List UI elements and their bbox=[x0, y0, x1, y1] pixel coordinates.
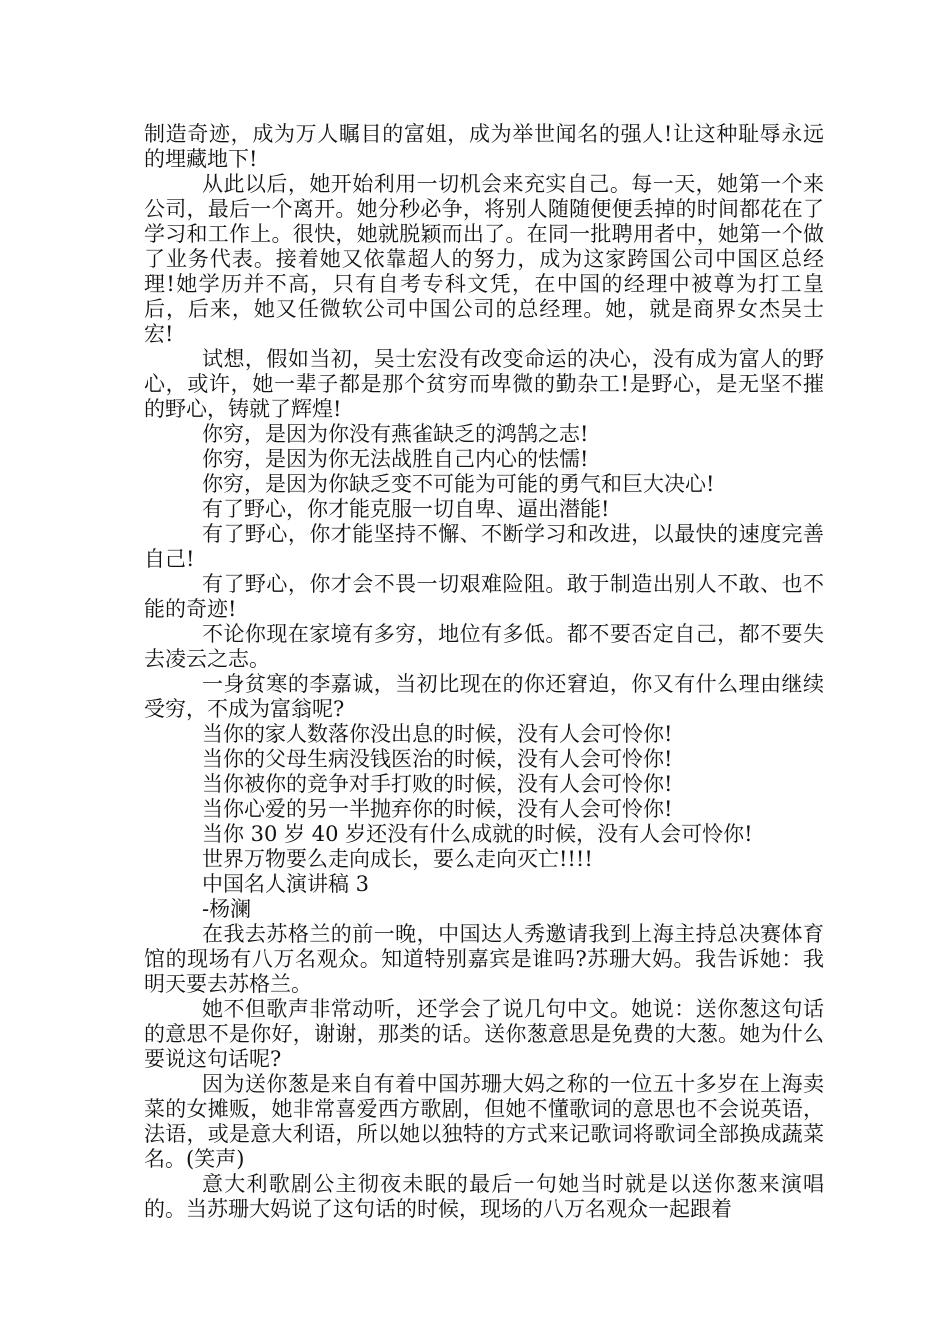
paragraph: 不论你现在家境有多穷，地位有多低。都不要否定自己，都不要失去凌云之志。 bbox=[144, 622, 824, 671]
paragraph: 有了野心，你才能坚持不懈、不断学习和改进，以最快的速度完善自己! bbox=[144, 522, 824, 571]
paragraph: 有了野心，你才会不畏一切艰难险阻。敢于制造出别人不敢、也不能的奇迹! bbox=[144, 572, 824, 621]
paragraph: 因为送你葱是来自有着中国苏珊大妈之称的一位五十多岁在上海卖菜的女摊贩，她非常喜爱西方歌剧，但她不懂歌词的意思也不会说英语，法语，或是意大利语，所以她以独特的方式来记歌词将歌词全部换成蔬菜名。(笑声) bbox=[144, 1072, 824, 1171]
paragraph: 在我去苏格兰的前一晚，中国达人秀邀请我到上海主持总决赛体育馆的现场有八万名观众。知道特别嘉宾是谁吗?苏珊大妈。我告诉她：我明天要去苏格兰。 bbox=[144, 922, 824, 996]
paragraph: 当你 30 岁 40 岁还没有什么成就的时候，没有人会可怜你! bbox=[202, 822, 753, 846]
paragraph: 有了野心，你才能克服一切自卑、逼出潜能! bbox=[202, 497, 610, 521]
paragraph: 当你的父母生病没钱医治的时候，没有人会可怜你! bbox=[202, 747, 673, 771]
document-page bbox=[144, 122, 824, 1222]
author-line: -杨澜 bbox=[202, 897, 252, 921]
paragraph: 意大利歌剧公主彻夜未眠的最后一句她当时就是以送你葱来演唱的。当苏珊大妈说了这句话的时候，现场的八万名观众一起跟着 bbox=[144, 1172, 824, 1221]
paragraph: 你穷，是因为你没有燕雀缺乏的鸿鹄之志! bbox=[202, 422, 589, 446]
paragraph: 世界万物要么走向成长，要么走向灭亡!!!! bbox=[202, 847, 593, 871]
paragraph: 一身贫寒的李嘉诚，当初比现在的你还窘迫，你又有什么理由继续受穷，不成为富翁呢? bbox=[144, 672, 824, 721]
paragraph: 当你被你的竞争对手打败的时候，没有人会可怜你! bbox=[202, 772, 673, 796]
paragraph: 你穷，是因为你缺乏变不可能为可能的勇气和巨大决心! bbox=[202, 472, 715, 496]
paragraph: 从此以后，她开始利用一切机会来充实自己。每一天，她第一个来公司，最后一个离开。她分秒必争，将别人随随便便丢掉的时间都花在了学习和工作上。很快，她就脱颖而出了。在同一批聘用者中，她第一个做了业务代表。接着她又依靠超人的努力，成为这家跨国公司中国区总经理!她学历并不高，只有自考专科文凭，在中国的经理中被尊为打工皇后，后来，她又任微软公司中国公司的总经理。她，就是商界女杰吴士宏! bbox=[144, 172, 824, 346]
paragraph: 当你心爱的另一半抛弃你的时候，没有人会可怜你! bbox=[202, 797, 673, 821]
paragraph: 她不但歌声非常动听，还学会了说几句中文。她说：送你葱这句话的意思不是你好，谢谢，那类的话。送你葱意思是免费的大葱。她为什么要说这句话呢? bbox=[144, 997, 824, 1071]
paragraph: 试想，假如当初，吴士宏没有改变命运的决心，没有成为富人的野心，或许，她一辈子都是那个贫穷而卑微的勤杂工!是野心，是无坚不摧的野心，铸就了辉煌! bbox=[144, 347, 824, 421]
section-title: 中国名人演讲稿 3 bbox=[202, 872, 370, 896]
paragraph: 制造奇迹，成为万人瞩目的富姐，成为举世闻名的强人!让这种耻辱永远的埋藏地下! bbox=[144, 122, 824, 171]
paragraph: 当你的家人数落你没出息的时候，没有人会可怜你! bbox=[202, 722, 673, 746]
paragraph: 你穷，是因为你无法战胜自己内心的怯懦! bbox=[202, 447, 589, 471]
